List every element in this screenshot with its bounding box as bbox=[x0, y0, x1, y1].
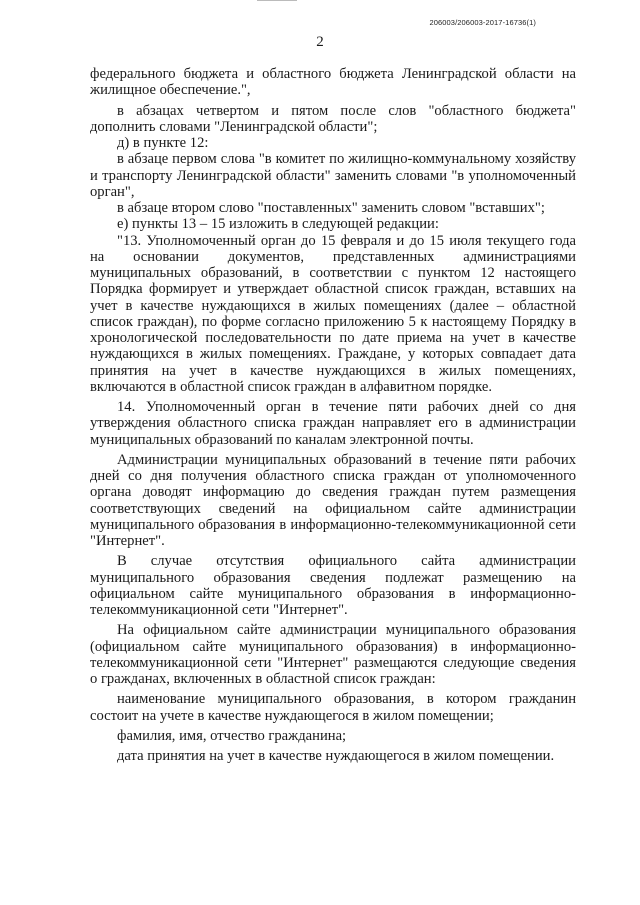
paragraph: дата принятия на учет в качестве нуждающегося в жилом помещении. bbox=[117, 748, 555, 764]
paragraph: Администрации муниципальных образований в течение пяти рабочих дней со дня получения областного списка граждан от уполномоченного органа доводят информацию до сведения граждан путем размещения соответствующих сведений на официальном сайте администрации муниципального образования в информационно-телекоммуникационной сети "Интернет". bbox=[90, 451, 576, 549]
page-number: 2 bbox=[316, 34, 324, 50]
paragraph: фамилия, имя, отчество гражданина; bbox=[117, 727, 347, 744]
paragraph: в абзаце втором слово "поставленных" заменить словом "вставших"; bbox=[117, 200, 545, 216]
paragraph: В случае отсутствия официального сайта администрации муниципального образования сведения подлежат размещению на официальном сайте муниципального образования в информационно-телекоммуникационной сети "Интернет". bbox=[90, 553, 576, 618]
paragraph: наименование муниципального образования, в котором гражданин состоит на учете в качестве нуждающегося в жилом помещении; bbox=[90, 691, 576, 724]
paragraph: 14. Уполномоченный орган в течение пяти рабочих дней со дня утверждения областного списка граждан направляет его в администрации муниципальных образований по каналам электронной почты. bbox=[90, 399, 576, 448]
paragraph: е) пункты 13 – 15 изложить в следующей редакции: bbox=[117, 216, 439, 233]
paragraph: в абзаце первом слова "в комитет по жилищно-коммунальному хозяйству и транспорту Ленинградской области" заменить словами "в уполномоченный орган", bbox=[90, 151, 576, 200]
paragraph: федерального бюджета и областного бюджета Ленинградской области на жилищное обеспечение.", bbox=[90, 66, 576, 99]
paragraph: "13. Уполномоченный орган до 15 февраля и до 15 июля текущего года на основании документов, представленных администрациями муниципальных образований, в соответствии с пунктом 12 настоящего Порядка формирует и утверждает областной список граждан, вставших на учет в качестве нуждающихся в жилых помещениях (далее – областной список граждан), по форме согласно приложению 5 к настоящему Порядку в хронологической последовательности по дате приема на учет в качестве нуждающихся в жилых помещениях. Граждане, у которых совпадает дата принятия на учет в качестве нуждающихся в жилых помещениях, включаются в областной список граждан в алфавитном порядке. bbox=[90, 232, 576, 395]
paragraph: в абзацах четвертом и пятом после слов "областного бюджета" дополнить словами "Ленинградской области"; bbox=[90, 102, 576, 135]
paragraph: На официальном сайте администрации муниципального образования (официальном сайте муниципального образования) в информационно-телекоммуникационной сети "Интернет" размещаются следующие сведения о гражданах, включенных в областной список граждан: bbox=[90, 622, 576, 687]
page-top-mark bbox=[257, 0, 297, 4]
document-body bbox=[90, 66, 576, 764]
paragraph: д) в пункте 12: bbox=[117, 135, 209, 151]
document-id: 206003/206003-2017-16736(1) bbox=[429, 18, 536, 27]
